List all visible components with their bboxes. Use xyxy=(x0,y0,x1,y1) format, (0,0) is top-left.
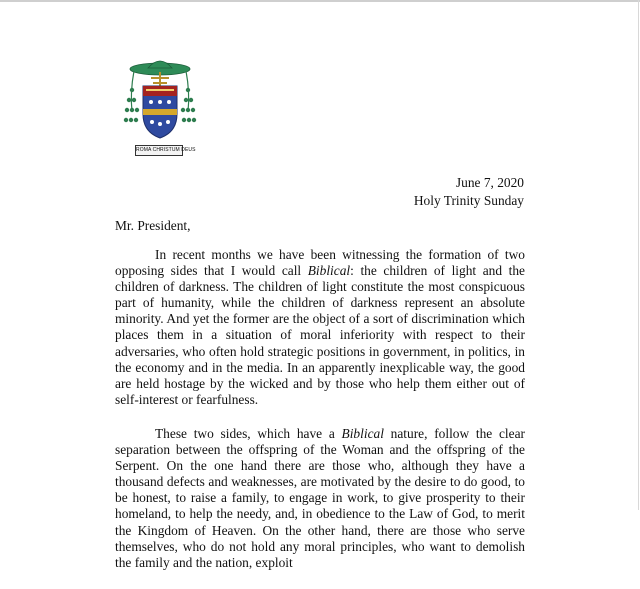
paragraph-2-text-b: nature, follow the clear separation between the offspring of the Woman and the offspring of the Serpent. On the one hand there are those who, although they have a thousand defects and weaknesses, are motivated by the desire to do good, to be honest, to raise a family, to engage in work, to give prosperity to their homeland, to help the needy, and, in obedience to the Law of God, to merit the Kingdom of Heaven. On the other hand, there are those who serve themselves, who do not hold any moral principles, who want to demolish the family and the nation, exploit xyxy=(115,425,525,570)
paragraph-1-text-a: In recent months we have been witnessing the formation of two opposing sides that I would call xyxy=(115,247,525,279)
paragraph-1 xyxy=(115,247,525,408)
letter-occasion: Holy Trinity Sunday xyxy=(413,193,524,208)
date-block xyxy=(414,174,524,210)
paragraph-2-text-a: These two sides, which have a xyxy=(155,425,342,441)
paragraph-1-text-b: : the children of light and the children of darkness. The children of light constitute the most conspicuous part of humanity, while the children of darkness represent an absolute minority. And yet the former are the object of a sort of discrimination which places them in a situation of moral inferiority with respect to their adversaries, who often hold strategic positions in government, in politics, in the economy and in the media. In an apparently inexplicable way, the good are held hostage by the wicked and by those who help them either out of self-interest or fearfulness. xyxy=(115,263,525,407)
motto-scroll: ROMA CHRISTUM DEUS xyxy=(135,145,183,156)
letter-date: June 7, 2020 xyxy=(455,175,524,190)
paragraph-2 xyxy=(115,426,525,571)
coat-of-arms-icon xyxy=(122,52,198,156)
paragraph-2-emphasis: Biblical xyxy=(341,425,384,441)
salutation: Mr. President, xyxy=(115,218,191,233)
paragraph-1-emphasis: Biblical xyxy=(307,263,351,279)
top-border xyxy=(0,0,640,2)
right-border xyxy=(638,0,639,510)
letter-body xyxy=(115,247,525,589)
